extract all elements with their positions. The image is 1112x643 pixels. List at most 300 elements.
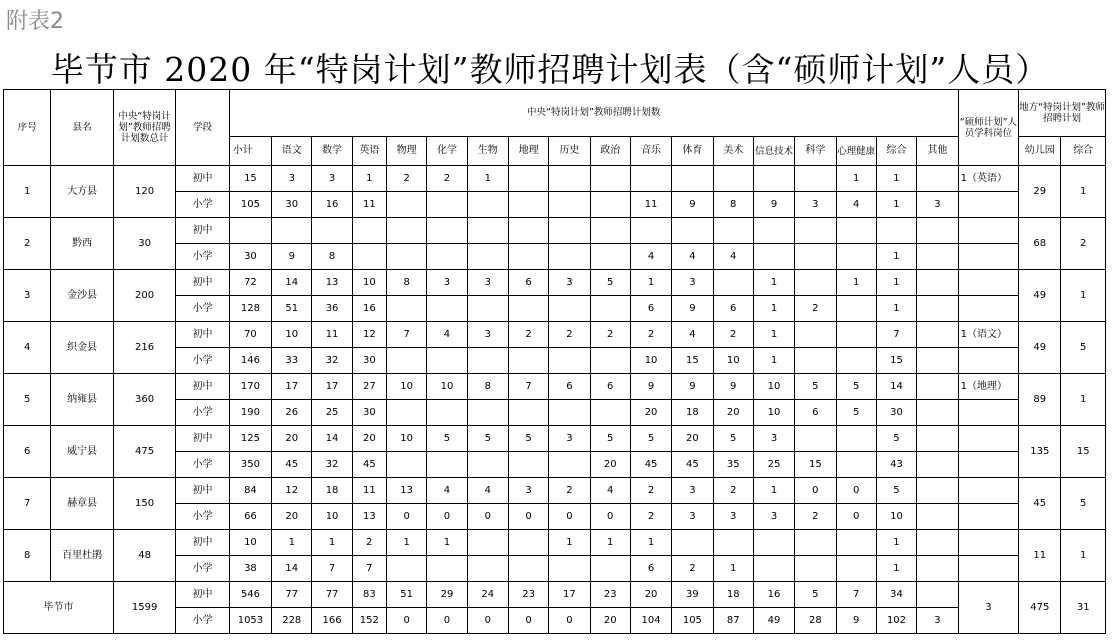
stage-junior: 初中 — [176, 478, 229, 504]
cell-value — [672, 166, 713, 192]
cell-value: 0 — [386, 504, 426, 530]
shuoshi-post: 3 — [958, 582, 1018, 634]
shuoshi-post: 1（英语） — [958, 166, 1018, 192]
cell-value: 1 — [272, 530, 312, 556]
cell-value — [427, 296, 467, 322]
shuoshi-post: 1（语文） — [958, 322, 1018, 348]
cell-value — [713, 166, 753, 192]
cell-value: 104 — [630, 608, 671, 634]
cell-value: 125 — [229, 426, 271, 452]
stage-primary: 小学 — [176, 348, 229, 374]
cell-value: 7 — [352, 556, 386, 582]
cell-value: 2 — [427, 166, 467, 192]
shuoshi-post-empty — [958, 504, 1018, 530]
cell-value — [876, 218, 916, 244]
county-name: 织金县 — [51, 322, 113, 374]
cell-value — [917, 244, 959, 270]
county-name: 金沙县 — [51, 270, 113, 322]
cell-value: 32 — [312, 452, 352, 478]
cell-value: 3 — [549, 426, 590, 452]
cell-value — [467, 556, 508, 582]
cell-value: 3 — [917, 192, 959, 218]
local-kindergarten: 89 — [1019, 374, 1061, 426]
recruitment-plan-table — [3, 89, 1106, 634]
cell-value: 1 — [753, 270, 794, 296]
cell-value: 2 — [386, 166, 426, 192]
cell-value — [508, 296, 548, 322]
shuoshi-post-empty — [958, 348, 1018, 374]
cell-value: 3 — [672, 504, 713, 530]
county-name: 纳雍县 — [51, 374, 113, 426]
cell-value — [386, 192, 426, 218]
cell-value: 5 — [876, 478, 916, 504]
cell-value — [427, 192, 467, 218]
cell-value: 5 — [427, 426, 467, 452]
cell-value — [917, 218, 959, 244]
cell-value: 11 — [352, 192, 386, 218]
cell-value — [386, 218, 426, 244]
cell-value: 3 — [713, 504, 753, 530]
cell-value: 5 — [630, 426, 671, 452]
cell-value — [508, 348, 548, 374]
cell-value — [713, 530, 753, 556]
cell-value: 190 — [229, 400, 271, 426]
subject-header: 科学 — [795, 137, 836, 166]
subject-header: 生物 — [467, 137, 508, 166]
cell-value — [467, 452, 508, 478]
cell-value — [836, 244, 876, 270]
cell-value: 152 — [352, 608, 386, 634]
cell-value: 1 — [630, 270, 671, 296]
cell-value — [713, 218, 753, 244]
shuoshi-post-empty — [958, 452, 1018, 478]
cell-value: 0 — [590, 504, 630, 530]
cell-value: 1 — [876, 270, 916, 296]
local-comprehensive: 15 — [1061, 426, 1106, 478]
cell-value: 7 — [876, 322, 916, 348]
cell-value: 14 — [876, 374, 916, 400]
cell-value — [630, 166, 671, 192]
cell-value — [795, 426, 836, 452]
stage-primary: 小学 — [176, 556, 229, 582]
cell-value: 12 — [352, 322, 386, 348]
cell-value: 10 — [312, 504, 352, 530]
cell-value: 10 — [630, 348, 671, 374]
cell-value: 1 — [630, 530, 671, 556]
cell-value — [427, 400, 467, 426]
stage-junior: 初中 — [176, 426, 229, 452]
header-shuoshi: “硕师计划”人员学科岗位 — [958, 90, 1018, 166]
cell-value — [672, 530, 713, 556]
stage-primary: 小学 — [176, 192, 229, 218]
cell-value: 3 — [795, 192, 836, 218]
cell-value: 1 — [876, 244, 916, 270]
cell-value — [795, 556, 836, 582]
cell-value — [590, 400, 630, 426]
cell-value — [467, 218, 508, 244]
cell-value: 17 — [312, 374, 352, 400]
cell-value: 43 — [876, 452, 916, 478]
cell-value: 2 — [713, 322, 753, 348]
header-county: 县名 — [51, 90, 113, 166]
cell-value: 87 — [713, 608, 753, 634]
cell-value — [917, 504, 959, 530]
cell-value: 9 — [630, 374, 671, 400]
cell-value — [917, 374, 959, 400]
cell-value: 4 — [672, 244, 713, 270]
stage-primary: 小学 — [176, 504, 229, 530]
subject-header: 语文 — [272, 137, 312, 166]
cell-value: 3 — [753, 426, 794, 452]
cell-value: 5 — [836, 374, 876, 400]
stage-primary: 小学 — [176, 452, 229, 478]
local-comprehensive: 1 — [1061, 166, 1106, 218]
cell-value: 3 — [467, 270, 508, 296]
cell-value: 16 — [352, 296, 386, 322]
cell-value: 33 — [272, 348, 312, 374]
cell-value: 4 — [713, 244, 753, 270]
cell-value — [672, 218, 713, 244]
cell-value — [427, 348, 467, 374]
cell-value: 7 — [508, 374, 548, 400]
cell-value — [508, 530, 548, 556]
cell-value — [590, 556, 630, 582]
cell-value — [427, 218, 467, 244]
cell-value: 51 — [272, 296, 312, 322]
cell-value: 6 — [630, 296, 671, 322]
row-seq: 5 — [4, 374, 51, 426]
cell-value: 35 — [713, 452, 753, 478]
cell-value — [467, 400, 508, 426]
county-name: 赫章县 — [51, 478, 113, 530]
central-total: 200 — [113, 270, 175, 322]
local-comprehensive: 31 — [1061, 582, 1106, 634]
cell-value: 9 — [272, 244, 312, 270]
local-kindergarten: 68 — [1019, 218, 1061, 270]
cell-value: 5 — [795, 374, 836, 400]
central-total: 1599 — [113, 582, 175, 634]
cell-value: 1 — [713, 556, 753, 582]
cell-value: 1 — [876, 296, 916, 322]
cell-value: 3 — [549, 270, 590, 296]
cell-value: 5 — [590, 426, 630, 452]
cell-value: 6 — [590, 374, 630, 400]
central-total: 216 — [113, 322, 175, 374]
cell-value — [836, 556, 876, 582]
stage-primary: 小学 — [176, 296, 229, 322]
cell-value: 3 — [272, 166, 312, 192]
cell-value: 18 — [312, 478, 352, 504]
cell-value — [508, 218, 548, 244]
cell-value: 72 — [229, 270, 271, 296]
cell-value — [549, 218, 590, 244]
cell-value: 10 — [427, 374, 467, 400]
shuoshi-post — [958, 426, 1018, 452]
cell-value — [917, 270, 959, 296]
cell-value: 1 — [467, 166, 508, 192]
cell-value: 5 — [876, 426, 916, 452]
cell-value — [917, 530, 959, 556]
cell-value: 166 — [312, 608, 352, 634]
cell-value — [836, 296, 876, 322]
cell-value: 9 — [753, 192, 794, 218]
attachment-label: 附表2 — [6, 9, 64, 34]
local-comprehensive: 1 — [1061, 270, 1106, 322]
cell-value: 0 — [386, 608, 426, 634]
shuoshi-post — [958, 530, 1018, 556]
stage-junior: 初中 — [176, 322, 229, 348]
cell-value — [352, 244, 386, 270]
cell-value: 30 — [352, 348, 386, 374]
cell-value: 38 — [229, 556, 271, 582]
cell-value: 25 — [312, 400, 352, 426]
cell-value: 32 — [312, 348, 352, 374]
stage-primary: 小学 — [176, 244, 229, 270]
cell-value: 105 — [229, 192, 271, 218]
cell-value — [917, 582, 959, 608]
subject-header: 美术 — [713, 137, 753, 166]
cell-value: 25 — [753, 452, 794, 478]
cell-value: 4 — [467, 478, 508, 504]
cell-value: 28 — [795, 608, 836, 634]
row-seq: 6 — [4, 426, 51, 478]
cell-value: 0 — [549, 504, 590, 530]
subject-header: 体育 — [672, 137, 713, 166]
cell-value — [386, 244, 426, 270]
stage-primary: 小学 — [176, 400, 229, 426]
central-total: 475 — [113, 426, 175, 478]
cell-value: 20 — [352, 426, 386, 452]
cell-value — [549, 192, 590, 218]
local-kindergarten: 11 — [1019, 530, 1061, 582]
cell-value: 170 — [229, 374, 271, 400]
cell-value: 20 — [590, 608, 630, 634]
cell-value — [590, 348, 630, 374]
cell-value: 1 — [590, 530, 630, 556]
cell-value — [427, 244, 467, 270]
cell-value: 4 — [836, 192, 876, 218]
subject-header: 化学 — [427, 137, 467, 166]
cell-value: 5 — [795, 582, 836, 608]
cell-value: 2 — [590, 322, 630, 348]
cell-value — [836, 452, 876, 478]
cell-value: 10 — [352, 270, 386, 296]
cell-value: 84 — [229, 478, 271, 504]
cell-value — [795, 244, 836, 270]
shuoshi-post — [958, 270, 1018, 296]
cell-value — [352, 218, 386, 244]
cell-value: 146 — [229, 348, 271, 374]
row-seq: 1 — [4, 166, 51, 218]
cell-value: 2 — [549, 478, 590, 504]
cell-value — [590, 244, 630, 270]
cell-value: 0 — [549, 608, 590, 634]
shuoshi-post-empty — [958, 296, 1018, 322]
cell-value — [795, 322, 836, 348]
cell-value: 7 — [312, 556, 352, 582]
cell-value: 34 — [876, 582, 916, 608]
local-kindergarten: 45 — [1019, 478, 1061, 530]
cell-value: 2 — [713, 478, 753, 504]
local-comprehensive: 1 — [1061, 530, 1106, 582]
cell-value — [508, 400, 548, 426]
cell-value: 45 — [630, 452, 671, 478]
county-name: 威宁县 — [51, 426, 113, 478]
stage-junior: 初中 — [176, 582, 229, 608]
cell-value: 70 — [229, 322, 271, 348]
cell-value: 14 — [312, 426, 352, 452]
cell-value — [549, 348, 590, 374]
cell-value: 128 — [229, 296, 271, 322]
central-total: 360 — [113, 374, 175, 426]
cell-value: 2 — [630, 504, 671, 530]
subject-header: 综合 — [876, 137, 916, 166]
cell-value — [386, 400, 426, 426]
cell-value: 10 — [272, 322, 312, 348]
local-kindergarten: 49 — [1019, 322, 1061, 374]
cell-value: 4 — [427, 478, 467, 504]
header-seq: 序号 — [4, 90, 51, 166]
stage-junior: 初中 — [176, 374, 229, 400]
cell-value: 9 — [672, 374, 713, 400]
cell-value — [549, 166, 590, 192]
cell-value — [590, 166, 630, 192]
cell-value: 6 — [713, 296, 753, 322]
cell-value — [836, 322, 876, 348]
header-central-group: 中央“特岗计划”教师招聘计划数 — [229, 90, 958, 137]
cell-value: 30 — [272, 192, 312, 218]
stage-primary: 小学 — [176, 608, 229, 634]
cell-value: 12 — [272, 478, 312, 504]
cell-value — [917, 556, 959, 582]
shuoshi-post: 1（地理） — [958, 374, 1018, 400]
cell-value — [467, 530, 508, 556]
cell-value: 83 — [352, 582, 386, 608]
subject-header: 数学 — [312, 137, 352, 166]
cell-value — [917, 322, 959, 348]
cell-value — [836, 426, 876, 452]
cell-value: 0 — [836, 478, 876, 504]
cell-value: 1 — [876, 192, 916, 218]
shuoshi-post-empty — [958, 244, 1018, 270]
local-kindergarten: 135 — [1019, 426, 1061, 478]
cell-value: 16 — [312, 192, 352, 218]
cell-value — [549, 244, 590, 270]
cell-value: 4 — [672, 322, 713, 348]
subject-header: 心理健康 — [836, 137, 876, 166]
cell-value — [386, 348, 426, 374]
local-comprehensive: 2 — [1061, 218, 1106, 270]
cell-value: 17 — [549, 582, 590, 608]
cell-value: 4 — [427, 322, 467, 348]
cell-value: 3 — [672, 478, 713, 504]
cell-value: 3 — [312, 166, 352, 192]
local-comprehensive: 5 — [1061, 478, 1106, 530]
cell-value: 24 — [467, 582, 508, 608]
cell-value: 105 — [672, 608, 713, 634]
local-kindergarten: 29 — [1019, 166, 1061, 218]
cell-value: 29 — [427, 582, 467, 608]
cell-value: 6 — [549, 374, 590, 400]
cell-value: 15 — [229, 166, 271, 192]
cell-value: 45 — [272, 452, 312, 478]
county-name: 黔西 — [51, 218, 113, 270]
cell-value: 1 — [753, 478, 794, 504]
cell-value: 20 — [713, 400, 753, 426]
cell-value: 6 — [630, 556, 671, 582]
cell-value: 10 — [753, 374, 794, 400]
cell-value — [549, 556, 590, 582]
cell-value: 9 — [672, 296, 713, 322]
cell-value — [917, 400, 959, 426]
cell-value: 10 — [713, 348, 753, 374]
cell-value — [508, 452, 548, 478]
cell-value — [795, 348, 836, 374]
row-seq: 3 — [4, 270, 51, 322]
header-central-total: 中央“特岗计划”教师招聘计划数总计 — [113, 90, 175, 166]
cell-value: 2 — [630, 322, 671, 348]
cell-value — [427, 556, 467, 582]
cell-value: 2 — [549, 322, 590, 348]
subject-header: 地理 — [508, 137, 548, 166]
cell-value — [917, 452, 959, 478]
cell-value: 3 — [753, 504, 794, 530]
subject-header: 其他 — [917, 137, 959, 166]
county-name: 毕节市 — [4, 582, 114, 634]
cell-value: 228 — [272, 608, 312, 634]
cell-value — [836, 348, 876, 374]
cell-value: 1 — [386, 530, 426, 556]
county-name: 大方县 — [51, 166, 113, 218]
cell-value — [386, 296, 426, 322]
cell-value — [386, 556, 426, 582]
cell-value — [753, 244, 794, 270]
cell-value: 5 — [508, 426, 548, 452]
subject-header: 物理 — [386, 137, 426, 166]
local-kindergarten: 49 — [1019, 270, 1061, 322]
cell-value: 1 — [753, 322, 794, 348]
shuoshi-post-empty — [958, 556, 1018, 582]
header-local-group: 地方“特岗计划”教师招聘计划 — [1019, 90, 1106, 137]
cell-value: 2 — [795, 296, 836, 322]
row-seq: 8 — [4, 530, 51, 582]
subject-header: 政治 — [590, 137, 630, 166]
cell-value — [590, 192, 630, 218]
cell-value — [467, 192, 508, 218]
cell-value — [272, 218, 312, 244]
subject-header: 英语 — [352, 137, 386, 166]
local-kindergarten: 475 — [1019, 582, 1061, 634]
central-total: 150 — [113, 478, 175, 530]
cell-value: 3 — [467, 322, 508, 348]
cell-value — [795, 218, 836, 244]
cell-value: 0 — [467, 608, 508, 634]
cell-value: 1 — [427, 530, 467, 556]
cell-value: 1 — [876, 166, 916, 192]
cell-value — [229, 218, 271, 244]
cell-value: 1 — [876, 556, 916, 582]
cell-value — [549, 296, 590, 322]
subject-header: 信息技术 — [753, 137, 794, 166]
cell-value — [312, 218, 352, 244]
local-subject-header: 综合 — [1061, 137, 1106, 166]
cell-value: 20 — [272, 504, 312, 530]
cell-value: 4 — [590, 478, 630, 504]
row-seq: 4 — [4, 322, 51, 374]
cell-value: 30 — [876, 400, 916, 426]
cell-value: 14 — [272, 270, 312, 296]
shuoshi-post — [958, 478, 1018, 504]
